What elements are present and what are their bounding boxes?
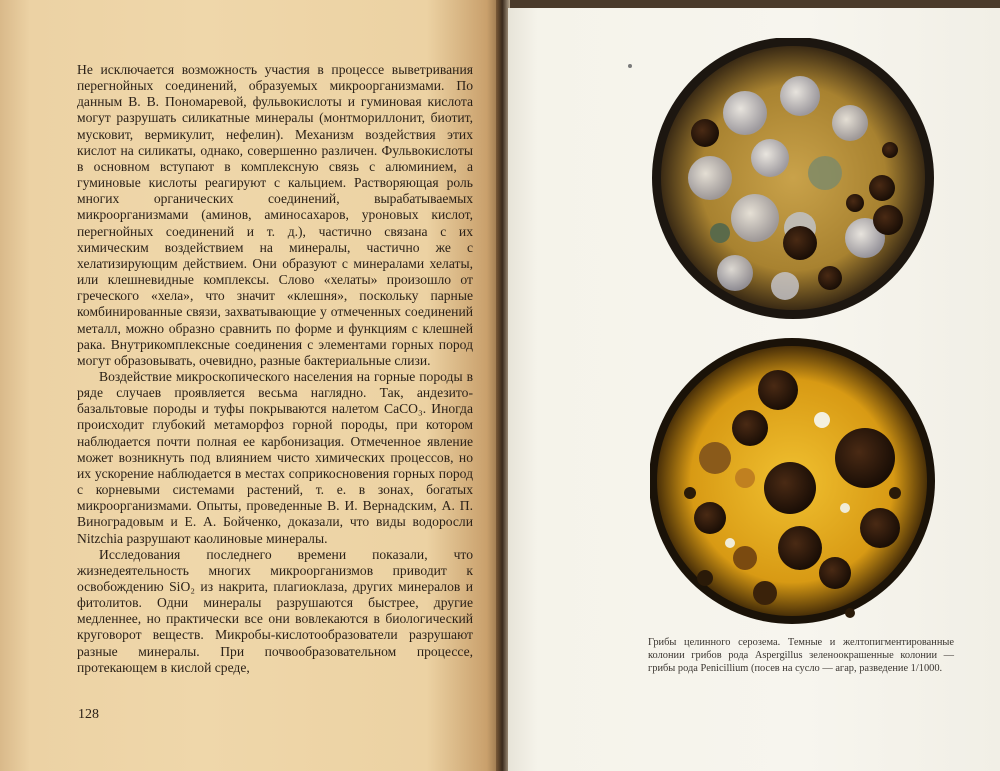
upper-petri-dish [652,38,934,319]
lower-petri-dish [650,338,935,624]
body-text [77,62,473,676]
petri-dishes-figure [650,38,940,628]
petri-dish-photos [650,38,940,628]
paragraph-3: Исследования последнего времени показали, что жизнедеятельность многих микроорганизмов приводит к освобождению SiO₂ из накрита, плагиоклаза, других минералов и фитолитов. Одни минералы разрушаются быстрее, другие медленнее, но практически все они вовлекаются в биологический круговорот веществ. Микробы-кислотообразователи разрушают разные минералы. При почвообразовательном процессе, протекающем в кислой среде, [77,546,473,675]
paragraph-2: Воздействие микроскопического населения на горные породы в ряде случаев проявляется весьма наглядно. Так, андезито-базальтовые породы и туфы покрываются налетом CaCO₃. Иногда происходит глубокий метаморфоз горной породы, при котором наблюдается почти полная ее карбонизация. Отмеченное явление может возникнуть под влиянием чисто химических процессов, но их ускорение наблюдается в местах соприкосновения горных пород с корневыми системами растений, т. е. в зонах, богатых микроорганизмами. Опыты, проведенные В. И. Вернадским, А. П. Виноградовым и Е. А. Бойченко, доказали, что виды водоросли Nitzchia разрушают каолиновые минералы. [77,368,473,546]
figure-caption: Грибы целинного серозема. Темные и желтопигментированные колонии грибов рода Aspergillus зеленоокрашенные колонии — грибы рода Penicillium (посев на сусло — агар, разведение 1/1000. [648,637,954,674]
page-number: 128 [78,707,99,722]
paragraph-1: Не исключается возможность участия в процессе выветривания перегнойных соединений, образуемых микроорганизмами. По данным В. В. Пономаревой, фульвокислоты и гуминовая кислота могут разрушать силикатные минералы (монтмориллонит, биотит, мусковит, вермикулит, нефелин). Механизм воздействия этих кислот на силикаты, однако, совершенно различен. Фульвокислоты в основном вступают в комплексную связь с алюминием, а гуминовые кислоты реагируют с кальцием. Растворяющая роль многих органических соединений, вырабатываемых микроорганизмами (аминов, аминосахаров, уроновых кислот, перегнойных соединений и т. д.), частично связана с их химическим воздействием на минералы, частично же с хелатизирующим действием. Они образуют с минералами хелаты, или клешневидные комплексы. Слово «хелаты» произошло от греческого «хела», что значит «клешня», поскольку парные комбинированные связи, захватывающие у отмеченных соединений металл, можно образно сравнить по форме и функциям с клешней рака. Внутрикомплексные соединения с элементами горных пород могут образовывать, очевидно, разные бактериальные слизи. [77,62,473,368]
paper-speck [628,64,632,68]
